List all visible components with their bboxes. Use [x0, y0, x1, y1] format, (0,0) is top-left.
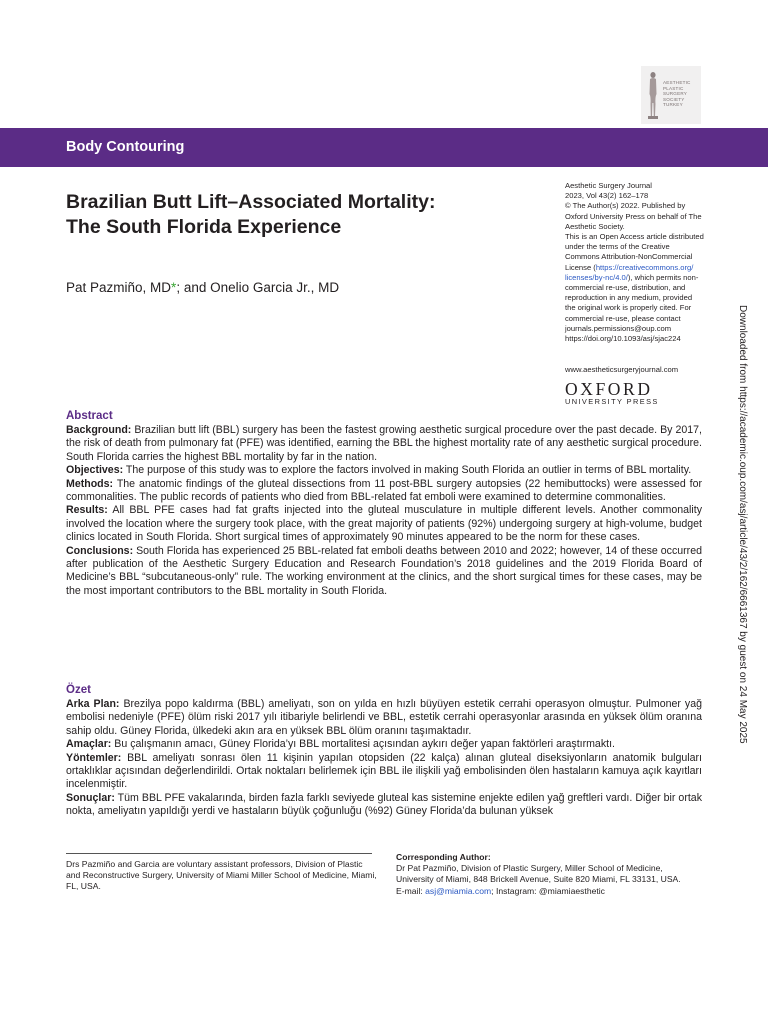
license-link-cont[interactable]: licenses/by-nc/4.0/: [565, 272, 628, 282]
download-note: Downloaded from https://academic.oup.com/asj/article/43/2/162/6661367 by guest on 24 May 2025: [737, 305, 748, 744]
ozet-sonuclar: Sonuçlar: Tüm BBL PFE vakalarında, birden fazla farklı seviyede gluteal kas sistemine enjekte edilen yağ greftleri vardı. Diğer bir ortak nokta, ameliyatın yapıldığı yerdi ve hastaların büyük çoğunluğu (%92) Güney Florida’da bulunan yüksek: [66, 791, 702, 818]
footnote-divider: [66, 853, 372, 854]
ozet-yontemler: Yöntemler: BBL ameliyatı sonrası ölen 11 kişinin yapılan otopsiden (22 kalça) alınan gluteal diseksiyonların anatomik bulguları ortaklıklar açısından değerlendirildi. Ortak noktaları belirlemek için BBL ile ilişkili yağ embolisinden ölen hastaların kamuya açık kayıtları incelenmiştir.: [66, 751, 702, 791]
permissions-email[interactable]: journals.permissions@oup.com: [565, 323, 672, 333]
abstract-results: Results: All BBL PFE cases had fat grafts injected into the gluteal musculature in multiple different levels. Another commonality involved the location where the surgery took place, with the great majority of patients (92%) undergoing surgery at high-volume, budget clinics located in South Florida. Short surgical times of approximately 90 minutes appeared to be the norm for these cases.: [66, 504, 702, 544]
author-note-link[interactable]: *: [171, 280, 177, 295]
journal-website[interactable]: www.aestheticsurgeryjournal.com: [565, 365, 679, 374]
ozet-body: [66, 698, 702, 819]
logo-text: AESTHETIC PLASTIC SURGERY SOCIETY TURKEY: [663, 80, 691, 108]
section-banner: [0, 128, 768, 167]
article-title: Brazilian Butt Lift–Associated Mortality: The South Florida Experience: [66, 191, 436, 238]
publisher-logo: OXFORD: [565, 379, 653, 399]
abstract-methods: Methods: The anatomic findings of the gluteal dissections from 11 post-BBL surgery autopsies (22 hemibuttocks) were assessed for commonalities. The public records of patients who died from BBL-related fat emboli were examined to determine commonalities.: [66, 477, 702, 504]
section-label: Body Contouring: [66, 139, 185, 155]
abstract-heading: Abstract: [66, 410, 113, 422]
ozet-heading: Özet: [66, 684, 91, 696]
author-list: Pat Pazmiño, MD*; and Onelio Garcia Jr., MD: [66, 280, 340, 295]
statue-icon: [647, 70, 659, 120]
ozet-amaclar: Amaçlar: Bu çalışmanın amacı, Güney Florida’yı BBL mortalitesi açısından aykırı değer yapan faktörleri araştırmaktı.: [66, 738, 615, 751]
corresponding-author: Corresponding Author: Dr Pat Pazmiño, Division of Plastic Surgery, Miller School of Medicine, University of Miami, 848 Brickell Avenue, Suite 820 Miami, FL 33131, USA. E-mail: asj@miamia.com; Instagram: @miamiaesthetic: [396, 852, 681, 896]
abstract-background: Background: Brazilian butt lift (BBL) surgery has been the fastest growing aesthetic surgical procedure over the past decade. By 2017, the risk of death from pulmonary fat (PFE) was identified, earning the BBL the highest mortality rate of any aesthetic surgical procedure. South Florida carries the highest BBL mortality by far in the nation.: [66, 424, 702, 463]
author-email-link[interactable]: asj@miamia.com: [425, 885, 492, 896]
author-affiliation: Drs Pazmiño and Garcia are voluntary assistant professors, Division of Plastic and Reconstructive Surgery, University of Miami Miller School of Medicine, Miami, FL, USA.: [66, 859, 377, 892]
abstract-conclusions: Conclusions: South Florida has experienced 25 BBL-related fat emboli deaths between 2010 and 2022; however, 14 of these occurred after publication of the Aesthetic Surgery Education and Research Foundation’s 2018 guidelines and the 2019 Florida Board of Medicine’s BBL “subcutaneous-only” rule. The working environment at the clinics, and the short surgical times for these cases, may be the most important contributors to the BBL mortality in South Florida.: [66, 544, 702, 597]
society-logo: [641, 66, 701, 124]
license-link[interactable]: https://creativecommons.org/: [595, 262, 694, 272]
journal-info: Aesthetic Surgery Journal 2023, Vol 43(2) 162–178 © The Author(s) 2022. Published by Oxford University Press on behalf of The Aesthetic Society. This is an Open Access article distributed under the terms of the Creative Commons Attribution-NonCommercial License (https://creativecommons.org/ licenses/by-nc/4.0/), which permits non- commercial re-use, distribution, and reproduction in any medium, provided the original work is properly cited. For commercial re-use, please contact journals.permissions@oup.com https://doi.org/10.1093/asj/sjac224: [565, 181, 715, 344]
abstract-body: [66, 424, 702, 598]
abstract-objectives: Objectives: The purpose of this study was to explore the factors involved in making South Florida an outlier in terms of BBL mortality.: [66, 464, 692, 477]
ozet-arka-plan: Arka Plan: Brezilya popo kaldırma (BBL) ameliyatı, son on yılda en hızlı büyüyen estetik cerrahi operasyon olmuştur. Pulmoner yağ embolisi nedeniyle (PFE) ölüm riski 2017 yılı itibariyle belirlendi ve BBL, estetik cerrahi operasyonlar arasında en yüksek ölüm oranına sahip oldu. Güney Florida, ülkedeki akın ara en yüksek BBL ölüm oranını taşımaktadır.: [66, 698, 702, 737]
doi-link[interactable]: https://doi.org/10.1093/asj/sjac224: [565, 334, 681, 344]
publisher-sub: UNIVERSITY PRESS: [565, 397, 659, 406]
